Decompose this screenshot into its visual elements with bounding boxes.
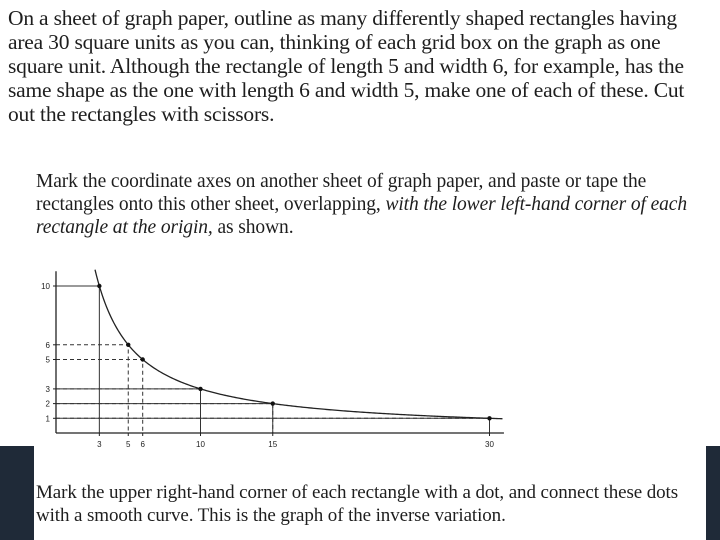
points-layer (97, 284, 492, 421)
instruction-paragraph-2 (36, 170, 696, 239)
y-tick-label-10: 10 (41, 282, 50, 291)
rectangles-layer (56, 286, 490, 433)
y-tick-label-5: 5 (45, 355, 50, 365)
slide-band-right (706, 0, 720, 540)
paragraph-2-text-b: as shown. (212, 217, 294, 238)
inverse-variation-curve (95, 270, 502, 419)
paragraph-2-text-a: Mark the coordinate axes on another sheet of graph paper, and paste or tape the rectangles onto this other sheet, overlapping, (36, 171, 647, 215)
curve-layer (95, 270, 502, 419)
inverse-variation-graph (34, 268, 504, 473)
y-tick-label-6: 6 (45, 340, 50, 350)
axes-layer (56, 271, 504, 433)
x-tick-label-15: 15 (268, 440, 278, 449)
paragraph-2-italic: with the lower left-hand corner of each rectangle at the origin, (36, 194, 688, 238)
slide-band-left (0, 446, 34, 540)
data-point-3-10 (97, 284, 101, 288)
x-tick-label-30: 30 (485, 440, 494, 449)
y-tick-label-1: 1 (45, 414, 50, 424)
tick-labels-layer (41, 282, 494, 449)
data-point-10-3 (198, 387, 202, 391)
x-tick-label-3: 3 (97, 440, 102, 449)
x-tick-label-5: 5 (126, 440, 131, 449)
instruction-paragraph-3: Mark the upper right-hand corner of each rectangle with a dot, and connect these dots with a smooth curve. This is the graph of the inverse variation. (36, 482, 679, 526)
data-point-15-2 (271, 401, 275, 405)
x-tick-label-6: 6 (140, 440, 145, 449)
y-tick-label-2: 2 (45, 399, 50, 409)
data-point-6-5 (141, 357, 145, 361)
data-point-30-1 (487, 416, 491, 420)
data-point-5-6 (126, 343, 130, 347)
y-tick-label-3: 3 (45, 384, 50, 394)
instruction-paragraph-1: On a sheet of graph paper, outline as many differently shaped rectangles having area 30 square units as you can, thinking of each grid box on the graph as one square unit. Although the rectangle of length 5 and width 6, for example, has the same shape as the one with length 6 and width 5, make one of each of these. Cut out the rectangles with scissors. (8, 6, 685, 126)
x-tick-label-10: 10 (196, 440, 205, 449)
